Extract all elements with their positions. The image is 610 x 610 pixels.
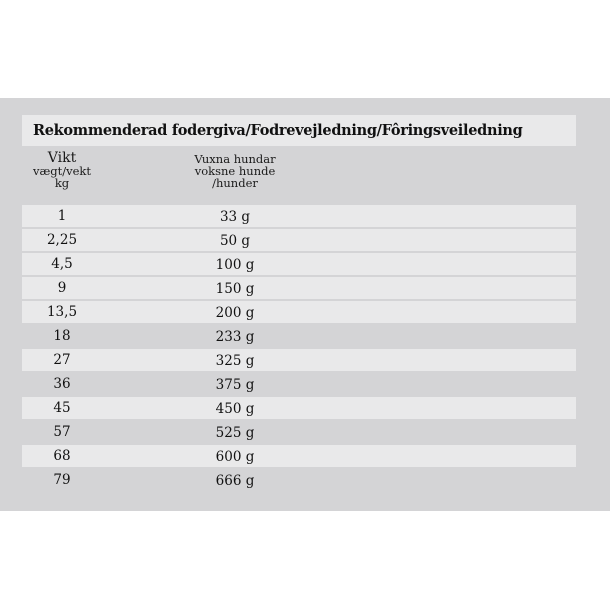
table-row bbox=[22, 205, 576, 227]
weight-cell: 1 bbox=[57, 208, 67, 224]
table-title: Rekommenderad fodergiva/Fodrevejledning/Fôringsveiledning bbox=[33, 122, 523, 139]
table-row bbox=[22, 325, 576, 347]
table-body bbox=[22, 205, 576, 493]
amount-cell: 33 g bbox=[219, 209, 251, 225]
table-row bbox=[22, 397, 576, 419]
amount-cell: 150 g bbox=[215, 281, 255, 297]
amount-cell: 325 g bbox=[215, 353, 255, 369]
title-bar bbox=[22, 115, 576, 146]
table-row bbox=[22, 253, 576, 275]
adult-dogs-column-header bbox=[172, 153, 298, 189]
amount-cell: 666 g bbox=[215, 473, 255, 489]
weight-cell: 9 bbox=[57, 280, 67, 296]
weight-cell: 18 bbox=[53, 328, 71, 344]
adult-header-line-2: voksne hunde bbox=[194, 164, 276, 178]
adult-header-line-3: /hunder bbox=[212, 176, 258, 190]
table-row bbox=[22, 349, 576, 371]
weight-cell: 36 bbox=[53, 376, 71, 392]
table-row bbox=[22, 277, 576, 299]
amount-cell: 100 g bbox=[215, 257, 255, 273]
adult-header-line-1: Vuxna hundar bbox=[194, 152, 276, 166]
weight-cell: 13,5 bbox=[46, 304, 78, 320]
feeding-guide-panel bbox=[0, 98, 610, 511]
weight-cell: 68 bbox=[53, 448, 71, 464]
weight-column-header bbox=[22, 151, 102, 189]
table-row bbox=[22, 373, 576, 395]
weight-header-line-2: vægt/vekt bbox=[32, 164, 92, 178]
weight-cell: 79 bbox=[53, 472, 71, 488]
weight-cell: 57 bbox=[53, 424, 71, 440]
amount-cell: 375 g bbox=[215, 377, 255, 393]
weight-cell: 45 bbox=[53, 400, 71, 416]
weight-cell: 27 bbox=[53, 352, 71, 368]
weight-header-line-3: kg bbox=[54, 175, 70, 190]
table-row bbox=[22, 229, 576, 251]
table-row bbox=[22, 301, 576, 323]
amount-cell: 50 g bbox=[219, 233, 251, 249]
amount-cell: 600 g bbox=[215, 449, 255, 465]
amount-cell: 200 g bbox=[215, 305, 255, 321]
weight-cell: 2,25 bbox=[46, 232, 78, 248]
table-row bbox=[22, 469, 576, 491]
table-header bbox=[22, 151, 576, 199]
amount-cell: 525 g bbox=[215, 425, 255, 441]
amount-cell: 233 g bbox=[215, 329, 255, 345]
weight-header-line-1: Vikt bbox=[47, 150, 77, 166]
table-row bbox=[22, 421, 576, 443]
amount-cell: 450 g bbox=[215, 401, 255, 417]
weight-cell: 4,5 bbox=[51, 256, 73, 272]
table-row bbox=[22, 445, 576, 467]
